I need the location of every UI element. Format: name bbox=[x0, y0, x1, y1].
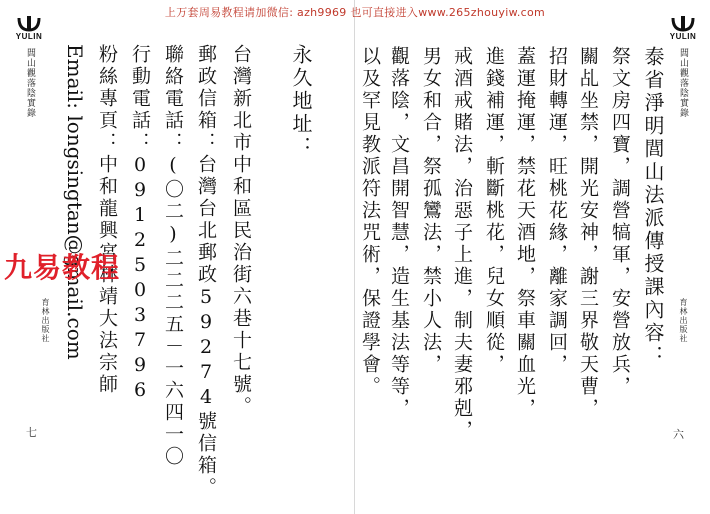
course-line: 男女和合，祭孤鸞法，禁小人法， bbox=[420, 46, 442, 376]
course-line: 蓋運掩運，禁花天酒地，祭車關血光， bbox=[514, 46, 536, 420]
side-title: 閭山觀落陰實錄 bbox=[678, 48, 688, 118]
course-line: 以及罕見教派符法咒術，保證學會。 bbox=[359, 46, 381, 398]
address-heading: 永久地址： bbox=[289, 44, 313, 159]
mobile-line: 行動電話：0912503796 bbox=[129, 44, 151, 404]
page-number: 六 bbox=[673, 428, 684, 441]
course-line: 進錢補運，斬斷桃花，兒女順從， bbox=[483, 46, 505, 376]
course-line: 戒酒戒賭法，治惡子上進，制夫妻邪剋， bbox=[451, 46, 473, 442]
side-title: 閭山觀落陰實錄 bbox=[25, 48, 35, 118]
email-line: Email: longsingtan@gmail.com bbox=[63, 44, 87, 360]
phone-line: 聯絡電話：(〇二)二二二五－一六四一〇 bbox=[162, 44, 184, 468]
course-line: 祭文房四寶，調營犒軍，安營放兵， bbox=[609, 46, 631, 398]
fanpage-line: 粉絲專頁：中和龍興宮林靖大法宗師 bbox=[96, 44, 118, 396]
page-number: 七 bbox=[26, 426, 37, 439]
course-heading: 泰省淨明閭山法派傳授課內容： bbox=[641, 46, 665, 368]
right-page bbox=[355, 0, 710, 514]
course-line: 觀落陰，文昌開智慧，造生基法等等， bbox=[388, 46, 410, 420]
watermark-text: 九易教程 bbox=[4, 251, 121, 284]
logo-text: YULIN bbox=[15, 32, 43, 41]
address-line: 台灣新北市中和區民治街六巷十七號。 bbox=[230, 44, 252, 418]
publisher-label: 育林出版社 bbox=[679, 298, 688, 343]
publisher-label: 育林出版社 bbox=[41, 298, 50, 343]
postbox-line: 郵政信箱：台灣台北郵政59274號信箱。 bbox=[195, 44, 217, 499]
course-line: 關乩坐禁，開光安神，謝三界敬天曹， bbox=[577, 46, 599, 420]
logo-text: YULIN bbox=[669, 32, 697, 41]
course-line: 招財轉運，旺桃花緣，離家調回， bbox=[546, 46, 568, 376]
top-banner: 上万套周易教程请加微信: azh9969 也可直接进入www.265zhouyiw.com bbox=[164, 6, 546, 19]
